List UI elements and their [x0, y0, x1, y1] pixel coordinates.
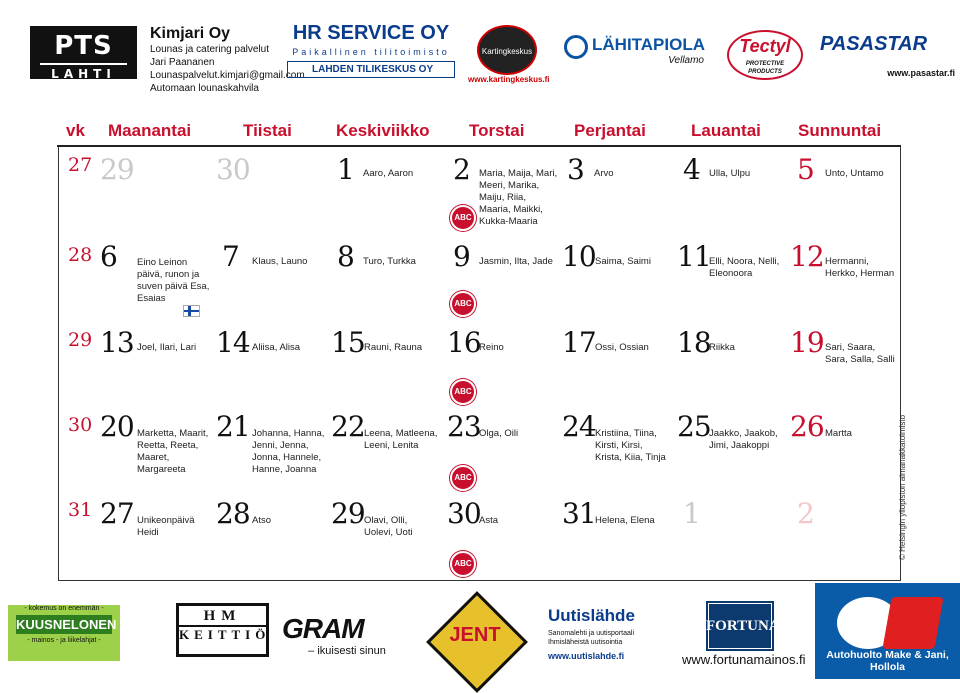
day-number: 4 — [683, 153, 700, 186]
day-number: 16 — [447, 326, 481, 359]
jent-logo — [418, 596, 532, 682]
abc-badge-icon: ABC — [450, 291, 476, 317]
name-day-names: Klaus, Launo — [252, 256, 308, 267]
day-number: 1 — [337, 153, 354, 186]
day-header-saturday: Lauantai — [691, 121, 761, 140]
name-day-names: Kristiina, Tiina, Kirsti, Kirsi, Krista, Kiia, Tinja — [595, 428, 666, 463]
gram-name: GRAM — [282, 613, 364, 644]
name-day-names: Eino Leinon päivä, runon ja suven päivä Esa, Esaias — [137, 257, 210, 304]
day-header-sunday: Sunnuntai — [798, 121, 882, 140]
day-header-thursday: Torstai — [469, 121, 525, 140]
pasastar-logo — [820, 33, 955, 78]
week-number: 27 — [68, 154, 93, 176]
uutislahde-logo — [548, 606, 668, 661]
day-number: 6 — [100, 240, 117, 273]
gram-slogan: – ikuisesti sinun — [308, 645, 386, 657]
name-day-names: Martta — [825, 428, 852, 439]
tectyl-logo — [727, 30, 803, 80]
day-number: 14 — [216, 326, 250, 359]
day-number: 28 — [216, 497, 250, 530]
pasastar-name: PASASTAR — [820, 33, 928, 55]
name-day-names: Turo, Turkka — [363, 256, 416, 267]
day-number: 15 — [331, 326, 365, 359]
hr-service-logo — [287, 22, 455, 78]
name-day-names: Arvo — [594, 168, 614, 179]
day-number: 21 — [216, 410, 250, 443]
ad-autohuolto-label: Autohuolto Make & Jani, Hollola — [826, 649, 949, 673]
day-number: 20 — [100, 410, 134, 443]
day-number: 29 — [331, 497, 365, 530]
name-day-names: Joel, Ilari, Lari — [137, 342, 197, 353]
day-number: 29 — [100, 153, 134, 186]
fortuna-url: www.fortunamainos.fi — [682, 652, 806, 667]
day-number: 30 — [447, 497, 481, 530]
name-day-names: Rauni, Rauna — [364, 342, 423, 353]
day-number: 17 — [562, 326, 596, 359]
abc-badge-icon: ABC — [450, 551, 476, 577]
day-number-sunday: 12 — [790, 240, 824, 273]
pts-logo-text: PTS — [54, 31, 113, 61]
day-number: 22 — [331, 410, 365, 443]
lahitapiola-icon — [564, 35, 588, 59]
name-day-names: Jaakko, Jaakob, Jimi, Jaakoppi — [709, 428, 778, 451]
day-number: 10 — [562, 240, 596, 273]
finnish-flag-icon — [183, 305, 200, 317]
name-day-names: Olga, Oili — [479, 428, 519, 439]
name-day-names: Sari, Saara, Sara, Salla, Salli — [825, 342, 895, 365]
name-day-names: Maria, Maija, Mari, Meeri, Marika, Maiju, Riia, Maaria, Maikki, Kukka-Maaria — [479, 168, 558, 227]
day-number: 24 — [562, 410, 596, 443]
kartingkeskus-logo — [468, 25, 550, 93]
day-number: 30 — [216, 153, 250, 186]
kimjari-ad — [150, 24, 305, 95]
name-day-names: Saima, Saimi — [595, 256, 651, 267]
day-number: 27 — [100, 497, 134, 530]
name-day-names: Unto, Untamo — [825, 168, 884, 179]
name-day-names: Riikka — [709, 342, 735, 353]
kartingkeskus-url: www.kartingkeskus.fi — [468, 75, 550, 84]
uutislahde-name: Uutislähde — [548, 606, 635, 625]
day-number-sunday: 5 — [797, 153, 814, 186]
pts-lahti-logo — [30, 26, 137, 79]
tectyl-name: Tectyl — [739, 36, 791, 56]
day-number: 25 — [677, 410, 711, 443]
kimjari-line: Automaan lounaskahvila — [150, 83, 259, 94]
kimjari-title: Kimjari Oy — [150, 25, 231, 42]
day-number: 23 — [447, 410, 481, 443]
hm-logo-line2: KEITTIÖ — [179, 627, 271, 642]
name-day-names: Helena, Elena — [595, 515, 655, 526]
copyright-text: © Helsingin yliopiston almanakkatoimisto — [898, 414, 907, 560]
name-day-names: Hermanni, Herkko, Herman — [825, 256, 895, 279]
hm-keittio-logo — [176, 603, 269, 657]
name-day-names: Asta — [479, 515, 499, 526]
tectyl-sub: PROTECTIVE PRODUCTS — [745, 61, 785, 75]
kuusnelonen-name: KUUSNELONEN — [16, 617, 117, 632]
abc-badge-icon: ABC — [450, 465, 476, 491]
fortuna-name: FORTUNA — [706, 618, 780, 634]
day-number: 2 — [453, 153, 470, 186]
week-number: 28 — [68, 244, 93, 266]
abc-badge-icon: ABC — [450, 379, 476, 405]
day-number-sunday: 2 — [797, 497, 814, 530]
name-day-names: Unikeonpäivä Heidi — [137, 515, 195, 538]
kimjari-line: Lounas ja catering palvelut — [150, 44, 269, 55]
name-day-names: Jasmin, Ilta, Jade — [479, 256, 553, 267]
ad-logo-d — [882, 597, 943, 649]
day-number: 9 — [453, 240, 470, 273]
name-day-names: Johanna, Hanna, Jenni, Jenna, Jonna, Hannele, Hanne, Joanna — [252, 428, 325, 475]
day-header-tuesday: Tiistai — [243, 121, 292, 140]
hr-service-subtitle: Paikallinen tilitoimisto — [292, 47, 450, 57]
name-day-names: Atso — [252, 515, 272, 526]
day-number: 1 — [683, 497, 700, 530]
name-day-names: Leena, Matleena, Leeni, Lenita — [364, 428, 438, 451]
kuusnelonen-top: - kokemus on enemmän - — [24, 605, 104, 612]
kuusnelonen-logo — [8, 605, 120, 661]
day-number: 8 — [337, 240, 354, 273]
pts-logo-subtext: LAHTI — [40, 63, 127, 81]
lahitapiola-name: LÄHITAPIOLA — [592, 35, 706, 54]
pasastar-url: www.pasastar.fi — [887, 68, 955, 78]
name-day-names: Ulla, Ulpu — [709, 168, 751, 179]
day-number-sunday: 19 — [790, 326, 824, 359]
ad-autohuolto-logo — [815, 583, 960, 679]
day-header-wednesday: Keskiviikko — [336, 121, 430, 140]
day-number-sunday: 26 — [790, 410, 824, 443]
week-number: 29 — [68, 329, 93, 351]
week-column-header: vk — [66, 121, 85, 140]
fortuna-frame — [708, 603, 772, 649]
uutislahde-desc: Sanomalehti ja uutisportaali Ihmisläheistä uutisointia — [548, 630, 634, 646]
lahden-tilikeskus-label: LAHDEN TILIKESKUS OY — [287, 61, 455, 78]
hm-logo-line1: HM — [203, 608, 242, 624]
kimjari-line: Lounaspalvelut.kimjari@gmail.com — [150, 70, 305, 81]
name-day-names: Aaro, Aaron — [363, 168, 414, 179]
lahitapiola-sub: Vellamo — [668, 55, 704, 66]
fortuna-logo — [706, 601, 780, 651]
day-number: 7 — [222, 240, 239, 273]
name-day-names: Olavi, Olli, Uolevi, Uoti — [364, 515, 413, 538]
name-day-names: Reino — [479, 342, 504, 353]
hr-service-title: HR SERVICE OY — [292, 22, 450, 44]
day-number: 13 — [100, 326, 134, 359]
name-day-names: Marketta, Maarit, Reetta, Reeta, Maaret, Margareeta — [137, 428, 209, 475]
day-number: 18 — [677, 326, 711, 359]
kimjari-line: Jari Paananen — [150, 57, 215, 68]
week-number: 30 — [68, 414, 93, 436]
kartingkeskus-emblem: Kartingkeskus — [477, 25, 537, 75]
name-day-names: Elli, Noora, Nelli, Eleonoora — [709, 256, 780, 279]
name-day-names: Ossi, Ossian — [595, 342, 649, 353]
day-number: 3 — [567, 153, 584, 186]
week-number: 31 — [68, 499, 93, 521]
jent-name: JENT — [449, 624, 501, 646]
day-number: 11 — [677, 240, 711, 273]
kuusnelonen-bottom: - mainos - ja liikelahjat - — [27, 637, 101, 644]
gram-logo — [282, 613, 412, 657]
lahitapiola-logo — [562, 35, 712, 66]
abc-badge-icon: ABC — [450, 205, 476, 231]
uutislahde-url: www.uutislahde.fi — [548, 651, 625, 661]
name-day-names: Aliisa, Alisa — [252, 342, 301, 353]
day-number: 31 — [562, 497, 596, 530]
day-header-monday: Maanantai — [108, 121, 192, 140]
day-header-friday: Perjantai — [574, 121, 646, 140]
